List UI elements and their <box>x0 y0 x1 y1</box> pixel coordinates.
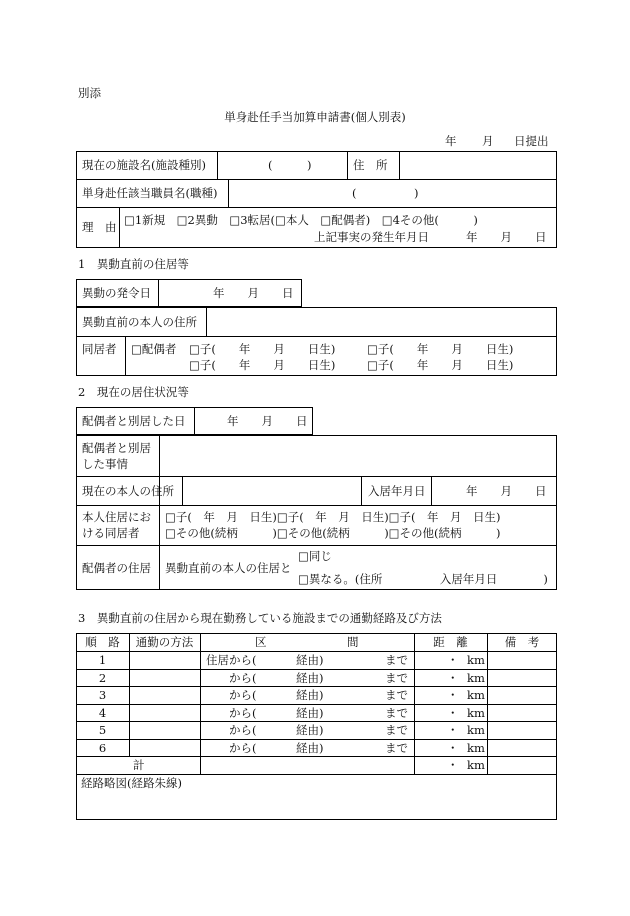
distance-unit: km <box>467 741 485 755</box>
distance-unit: km <box>467 706 485 720</box>
distance-dot: ・ <box>447 741 459 755</box>
address-label: 住 所 <box>353 158 388 172</box>
staff-label: 単身赴任該当職員名(職種) <box>82 186 218 200</box>
total-label: 計 <box>133 758 145 772</box>
child-checkbox-1[interactable]: □子( 年 月 日生) <box>189 342 336 356</box>
child-checkbox-3[interactable]: □子( 年 月 日生) <box>189 358 336 372</box>
route-to[interactable]: まで <box>385 723 408 737</box>
route-via[interactable]: 経由) <box>296 706 324 720</box>
route-from[interactable]: から( <box>229 723 257 737</box>
col-remarks: 備 考 <box>504 635 540 649</box>
cohab-children[interactable]: □子( 年 月 日生)□子( 年 月 日生)□子( 年 月 日生) <box>165 510 501 524</box>
prev-address-label: 異動直前の本人の住所 <box>82 315 197 329</box>
spouse-residence-text: 異動直前の本人の住居と <box>165 561 292 575</box>
reason-date-label: 上記事実の発生年月日 <box>314 230 429 244</box>
facility-label: 現在の施設名(施設種別) <box>82 158 206 172</box>
facility-type-field[interactable]: ( ) <box>268 158 312 172</box>
move-in-date-field[interactable]: 年 月 日 <box>466 484 547 498</box>
route-from[interactable]: 住居から( <box>206 653 257 667</box>
child-checkbox-2[interactable]: □子( 年 月 日生) <box>367 342 514 356</box>
separation-reason-label-1: 配偶者と別居 <box>82 441 151 455</box>
route-number: 3 <box>98 688 107 702</box>
date-month: 月 <box>482 134 494 148</box>
route-from[interactable]: から( <box>229 688 257 702</box>
route-from[interactable]: から( <box>229 671 257 685</box>
address-field[interactable] <box>404 154 554 176</box>
distance-unit: km <box>467 671 485 685</box>
date-submit: 日提出 <box>514 134 549 148</box>
separation-label: 配偶者と別居した日 <box>82 414 186 428</box>
route-to[interactable]: まで <box>385 671 408 685</box>
route-via[interactable]: 経由) <box>296 671 324 685</box>
page-title: 単身赴任手当加算申請書(個人別表) <box>224 110 406 124</box>
route-number: 1 <box>98 653 107 667</box>
route-map-label: 経路略図(経路朱線) <box>81 776 182 790</box>
move-in-label: 入居年月日 <box>368 484 426 498</box>
col-section-1: 区 <box>255 635 267 649</box>
cohab-label-1: 本人住居にお <box>82 510 151 524</box>
col-distance: 距 離 <box>433 635 468 649</box>
section1-heading: 1 異動直前の住居等 <box>78 257 189 271</box>
distance-unit: km <box>467 688 485 702</box>
route-to[interactable]: まで <box>385 688 408 702</box>
section2-heading: 2 現在の居住状況等 <box>78 385 189 399</box>
route-via[interactable]: 経由) <box>296 723 324 737</box>
distance-dot: ・ <box>447 688 459 702</box>
child-checkbox-4[interactable]: □子( 年 月 日生) <box>367 358 514 372</box>
spouse-residence-label: 配偶者の住居 <box>82 561 151 575</box>
route-map-area[interactable] <box>80 792 553 817</box>
total-unit: km <box>467 758 485 772</box>
separation-date-field[interactable]: 年 月 日 <box>227 414 308 428</box>
route-number: 6 <box>98 741 107 755</box>
route-number: 2 <box>98 671 107 685</box>
section3-heading: 3 異動直前の住居から現在勤務している施設までの通勤経路及び方法 <box>78 611 442 625</box>
reason-options[interactable]: □1新規 □2異動 □3転居(□本人 □配偶者) □4その他( ) <box>124 213 478 227</box>
col-order: 順 路 <box>85 635 120 649</box>
same-checkbox[interactable]: □同じ <box>298 549 332 563</box>
separation-reason-label-2: した事情 <box>82 457 128 471</box>
separation-reason-field[interactable] <box>164 439 554 473</box>
order-date-field[interactable]: 年 月 日 <box>213 286 294 300</box>
reason-date-field[interactable]: 年 月 日 <box>466 230 547 244</box>
route-number: 5 <box>98 723 107 737</box>
date-year: 年 <box>445 134 457 148</box>
col-method: 通勤の方法 <box>135 635 194 649</box>
route-to[interactable]: まで <box>385 741 408 755</box>
spouse-checkbox[interactable]: □配偶者 <box>131 342 177 356</box>
route-via[interactable]: 経由) <box>296 741 324 755</box>
current-address-field[interactable] <box>186 480 358 502</box>
route-via[interactable]: 経由) <box>296 653 324 667</box>
order-date-label: 異動の発令日 <box>82 286 151 300</box>
distance-dot: ・ <box>447 671 459 685</box>
route-from[interactable]: から( <box>229 741 257 755</box>
reason-label: 理 由 <box>82 220 117 234</box>
total-dot: ・ <box>447 758 459 772</box>
route-to[interactable]: まで <box>385 706 408 720</box>
cohab-others[interactable]: □その他(続柄 )□その他(続柄 )□その他(続柄 ) <box>165 526 501 540</box>
distance-dot: ・ <box>447 706 459 720</box>
route-via[interactable]: 経由) <box>296 688 324 702</box>
distance-unit: km <box>467 723 485 737</box>
current-address-label: 現在の本人の住所 <box>82 484 174 498</box>
distance-dot: ・ <box>447 653 459 667</box>
col-section-2: 間 <box>347 635 359 649</box>
staff-job-field[interactable]: ( ) <box>352 186 419 200</box>
route-from[interactable]: から( <box>229 706 257 720</box>
annex-label: 別添 <box>78 86 101 100</box>
route-number: 4 <box>98 706 107 720</box>
prev-address-field[interactable] <box>210 310 554 332</box>
distance-dot: ・ <box>447 723 459 737</box>
distance-unit: km <box>467 653 485 667</box>
route-to[interactable]: まで <box>385 653 408 667</box>
cohabitant-label: 同居者 <box>82 342 117 356</box>
different-checkbox[interactable]: □異なる。(住所 入居年月日 ) <box>298 572 548 586</box>
cohab-label-2: ける同居者 <box>82 526 140 540</box>
